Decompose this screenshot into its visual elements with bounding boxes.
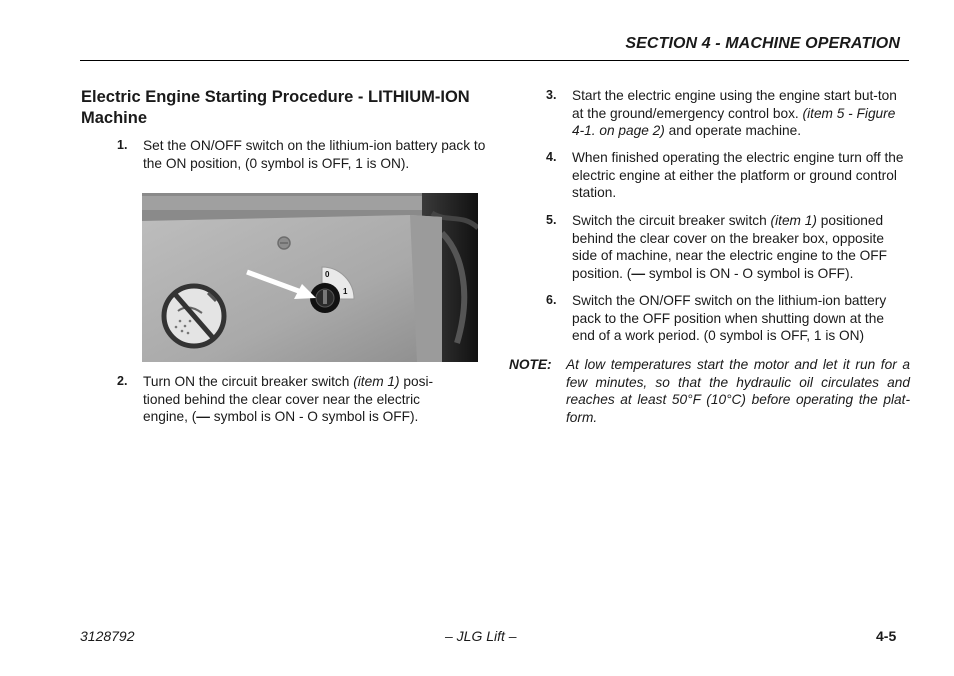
step-text: Switch the ON/OFF switch on the lithium-ion battery pack to the OFF position when shutting down at the end of a work period. (0 symbol is OFF, 1 is ON) xyxy=(572,293,887,344)
step-4 xyxy=(546,149,911,205)
step-number: 5. xyxy=(546,213,557,227)
doc-number: 3128792 xyxy=(80,628,135,644)
step-3 xyxy=(546,87,911,143)
step-text: Turn ON the circuit breaker switch (item 1) posi-tioned behind the clear cover near the electric engine, (— symbol is ON - O symbol is OFF). xyxy=(143,374,434,425)
battery-switch-photo xyxy=(142,193,478,362)
step-5 xyxy=(546,212,911,286)
step-number: 1. xyxy=(117,138,128,152)
step-number: 6. xyxy=(546,293,557,307)
step-text: Set the ON/OFF switch on the lithium-ion battery pack to the ON position, (0 symbol is OFF, 1 is ON). xyxy=(143,138,486,171)
step-number: 4. xyxy=(546,150,557,164)
footer-brand: – JLG Lift – xyxy=(445,628,517,644)
section-heading: Electric Engine Starting Procedure - LITHIUM-ION Machine xyxy=(81,88,470,127)
note-text: At low temperatures start the motor and let it run for a few minutes, so that the hydraulic oil circulates and reaches at least 50°F (10°C) before operating the plat-form. xyxy=(566,357,910,425)
note-label: NOTE: xyxy=(509,357,552,372)
dial-label-on: 1 xyxy=(343,287,348,296)
step-text: When finished operating the electric engine turn off the electric engine at either the platform or ground control station. xyxy=(572,150,904,201)
section-title: SECTION 4 - MACHINE OPERATION xyxy=(625,35,900,52)
step-text: Start the electric engine using the engine start but-ton at the ground/emergency control box. (item 5 - Figure 4-1. on page 2) and operate machine. xyxy=(572,88,897,139)
step-1 xyxy=(117,137,487,177)
page-number: 4-5 xyxy=(876,628,897,644)
step-2 xyxy=(117,373,487,429)
dial-label-off: 0 xyxy=(325,270,330,279)
step-number: 3. xyxy=(546,88,557,102)
step-text: Switch the circuit breaker switch (item 1) positioned behind the clear cover on the breaker box, opposite side of machine, near the electric engine to the OFF position. (— symbol is ON - O symbol is OFF). xyxy=(572,213,887,281)
step-number: 2. xyxy=(117,374,128,388)
header-rule xyxy=(80,60,909,61)
step-6 xyxy=(546,292,911,348)
